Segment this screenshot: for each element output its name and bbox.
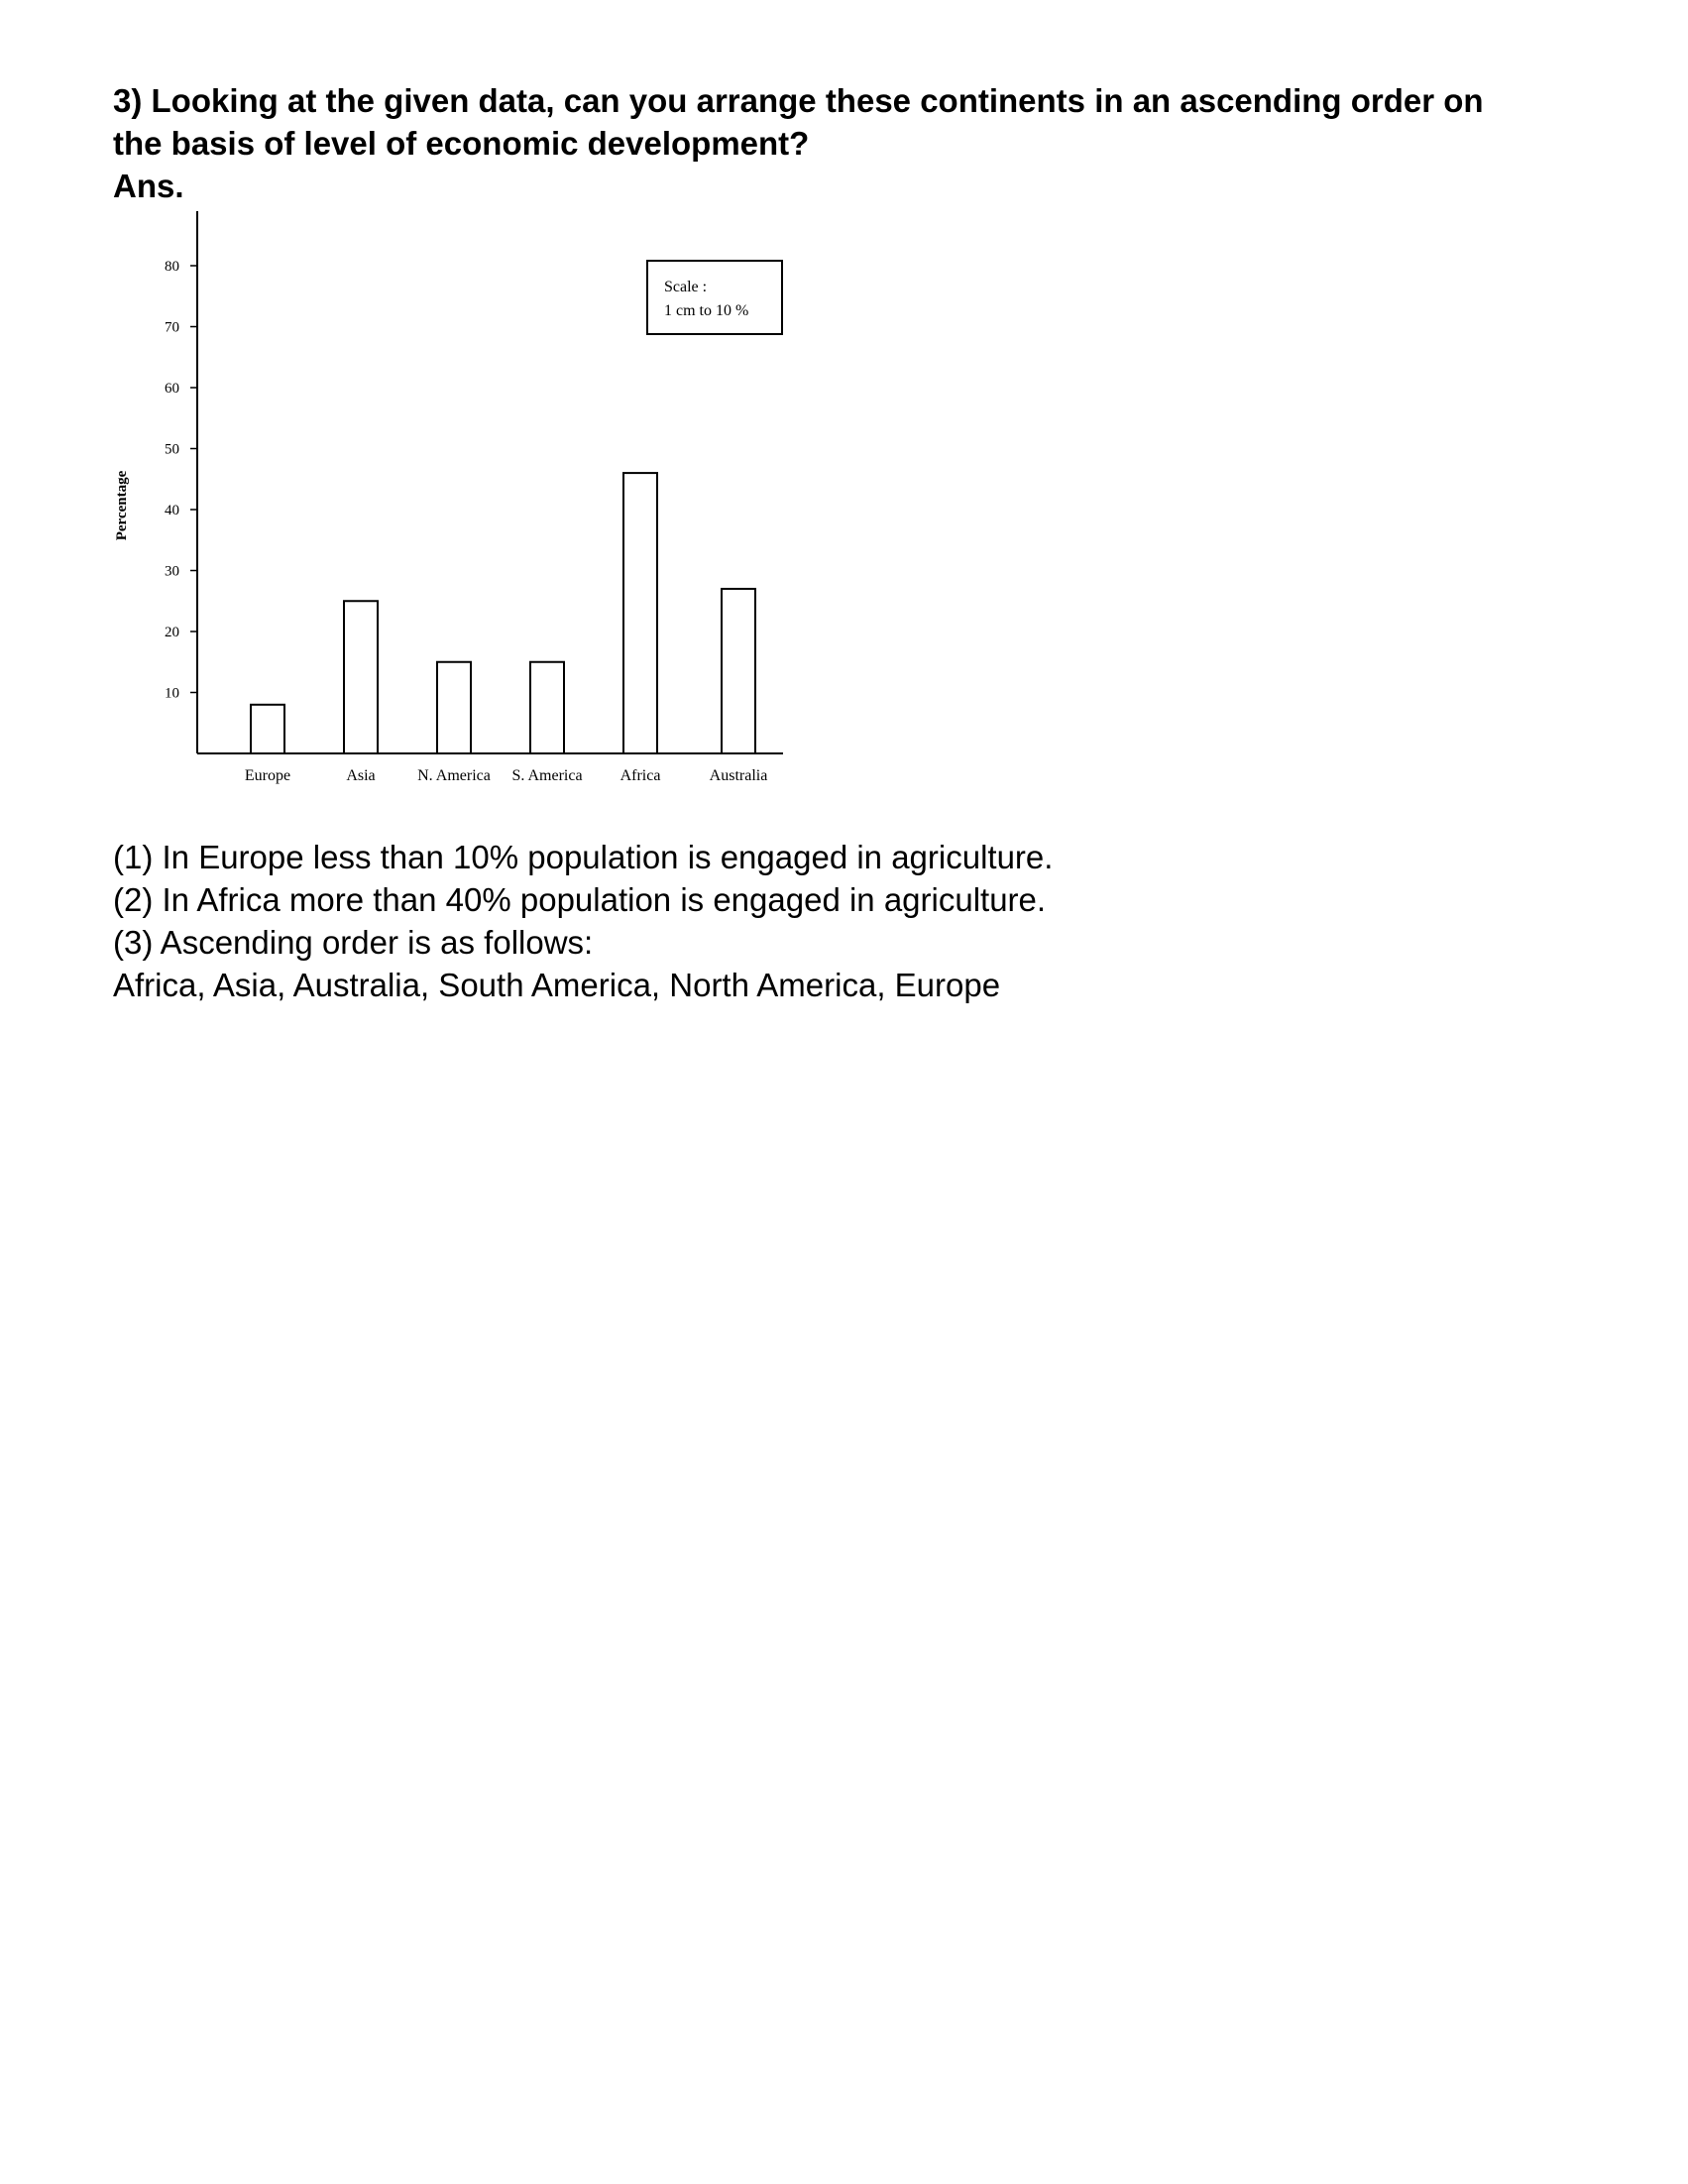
y-tick-label: 40 [165, 503, 179, 518]
bar-chart-svg [99, 203, 813, 808]
bar-europe [251, 705, 284, 753]
y-tick-label: 80 [165, 259, 179, 275]
x-tick-label: Asia [346, 767, 376, 784]
answer-line-1: (1) In Europe less than 10% population is engaged in agriculture. [113, 839, 1054, 875]
question-line-1: 3) Looking at the given data, can you arrange these continents in an ascending order on [113, 82, 1484, 119]
bar-australia [722, 589, 755, 753]
answer-label: Ans. [113, 168, 184, 204]
bar-n-america [437, 662, 471, 753]
scale-box [647, 261, 782, 334]
x-tick-label: Australia [709, 767, 768, 784]
y-axis-label: Percentage [114, 470, 130, 541]
y-tick-label: 30 [165, 563, 179, 580]
answer-line-2: (2) In Africa more than 40% population is engaged in agriculture. [113, 881, 1047, 918]
y-tick-label: 50 [165, 441, 179, 458]
y-tick-label: 60 [165, 381, 179, 397]
question-block [113, 79, 1580, 207]
x-tick-label: N. America [417, 767, 491, 784]
bar-africa [623, 473, 657, 753]
scale-box-line-2: 1 cm to 10 % [664, 302, 749, 319]
bars [251, 473, 755, 753]
y-tick-label: 10 [165, 685, 179, 702]
bar-s-america [530, 662, 564, 753]
answer-line-3: (3) Ascending order is as follows: [113, 924, 594, 961]
x-tick-label: Africa [619, 767, 661, 784]
bar-chart [99, 203, 813, 808]
y-ticks [165, 259, 197, 702]
answer-line-4: Africa, Asia, Australia, South America, North America, Europe [113, 967, 1001, 1003]
bar-asia [344, 601, 378, 753]
scale-box-line-1: Scale : [664, 279, 708, 295]
y-tick-label: 70 [165, 319, 179, 336]
question-line-2: the basis of level of economic development? [113, 125, 810, 162]
x-tick-label: S. America [511, 767, 583, 784]
x-tick-labels [245, 767, 767, 784]
answers-block [113, 836, 1580, 1006]
y-tick-label: 20 [165, 625, 179, 640]
x-tick-label: Europe [244, 767, 291, 784]
